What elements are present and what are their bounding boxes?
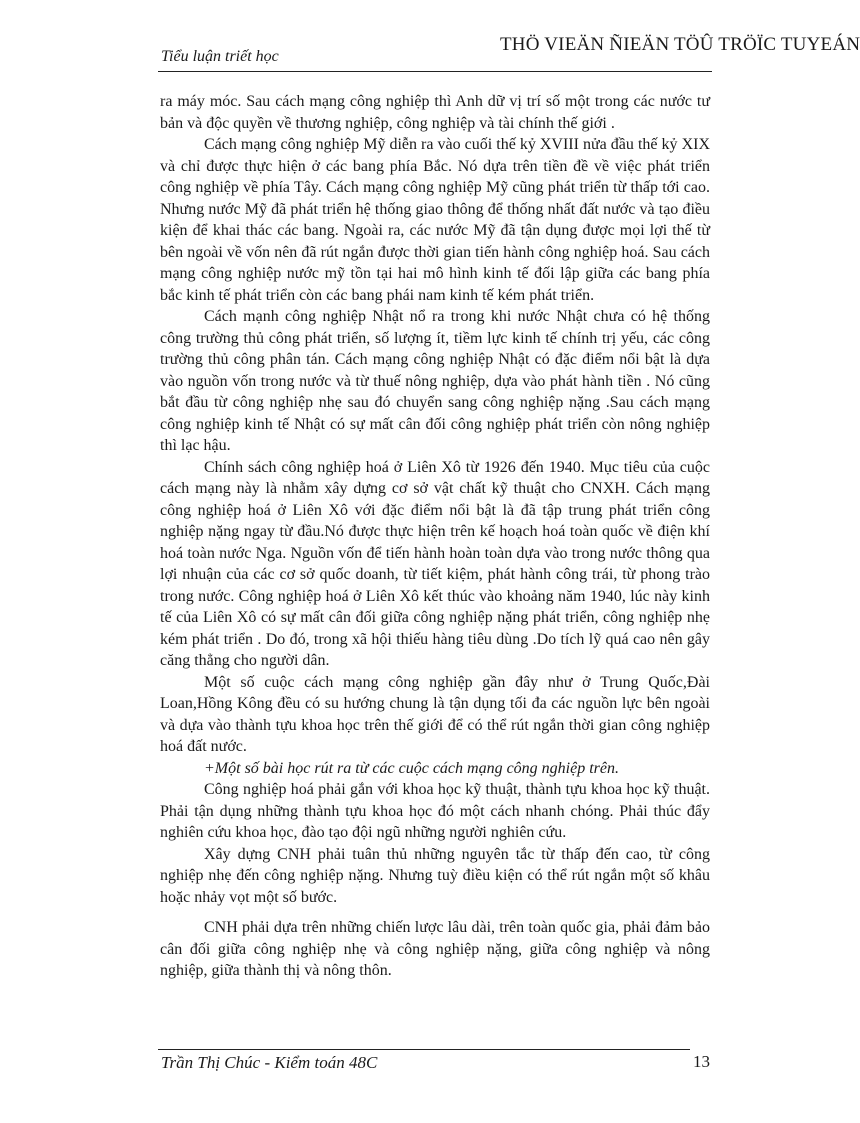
section-heading: +Một số bài học rút ra từ các cuộc cách mạng công nghiệp trên. [204,759,619,777]
paragraph: Một số cuộc cách mạng công nghiệp gần đây như ở Trung Quốc,Đài Loan,Hồng Kông đều có su hướng chung là tận dụng tối đa các nguồn lực bên ngoài và dựa vào thành tựu khoa học trên thế giới để có thể rút ngắn thời gian công nghiệp hoá đất nước. [160,673,710,755]
header-rule [158,71,712,72]
footer-author: Trần Thị Chúc - Kiểm toán 48C [161,1053,378,1072]
header-library-name: THÖ VIEÄN ÑIEÄN TÖÛ TRÖÏC TUYEÁN [500,34,860,55]
paragraph: Cách mạnh công nghiệp Nhật nổ ra trong khi nước Nhật chưa có hệ thống công trường thủ công phát triển, số lượng ít, tiềm lực kinh tế chính trị yếu, các công trường thủ công phân tán. Cách mạng công nghiệp Nhật có đặc điểm nổi bật là dựa vào nguồn vốn trong nước và từ thuế nông nghiệp, dựa vào phát hành tiền . Nó cũng bắt đầu từ công nghiệp nhẹ sau đó chuyển sang công nghiệp nặng .Sau cách mạng công nghiệp kinh tế Nhật có sự mất cân đối công nghiệp phát triển còn nông nghiệp thì lạc hậu. [160,308,710,454]
paragraph: Cách mạng công nghiệp Mỹ diễn ra vào cuối thế kỷ XVIII nửa đầu thế kỷ XIX và chỉ được thực hiện ở các bang phía Bắc. Nó dựa trên tiền đề về việc phát triển công nghiệp về phía Tây. Cách mạng công nghiệp Mỹ cũng phát triển từ thấp tới cao. Nhưng nước Mỹ đã phát triển hệ thống giao thông để thống nhất đất nước và tạo điều kiện để khai thác các bang. Ngoài ra, các nước Mỹ đã tận dụng được mọi lợi thế từ bên ngoài về vốn nên đã rút ngắn được thời gian tiến hành công nghiệp hoá. Sau cách mạng công nghiệp nước mỹ tồn tại hai mô hình kinh tế đối lập giữa các bang phía bắc kinh tế phát triển còn các bang phái nam kinh tế kém phát triển. [160,136,710,304]
footer-rule [158,1049,690,1050]
paragraph: Chính sách công nghiệp hoá ở Liên Xô từ 1926 đến 1940. Mục tiêu của cuộc cách mạng này là nhằm xây dựng cơ sở vật chất kỹ thuật cho CNXH. Cách mạng công nghiệp hoá ở Liên Xô với đặc điểm nổi bật là đã tập trung phát triển công nghiệp nặng ngay từ đầu.Nó được thực hiện trên kế hoạch hoá toàn quốc về điện khí hoá toàn nước Nga. Nguồn vốn để tiến hành hoàn toàn dựa vào trong nước thông qua lợi nhuận của các cơ sở quốc doanh, từ tiết kiệm, phát hành công trái, từ phong trào trong nước. Công nghiệp hoá ở Liên Xô kết thúc vào khoảng năm 1940, lúc này kinh tế của Liên Xô có sự mất cân đối giữa công nghiệp nặng phát triển, công nghiệp nhẹ kém phát triển . Do đó, trong xã hội thiếu hàng tiêu dùng .Do tích lỹ quá cao nên gây căng thẳng cho người dân. [160,458,710,669]
header-title: Tiểu luận triết học [161,48,279,65]
document-body [160,91,710,982]
paragraph: ra máy móc. Sau cách mạng công nghiệp thì Anh dữ vị trí số một trong các nước tư bản và độc quyền về thương nghiệp, công nghiệp và tài chính thế giới . [160,93,710,132]
paragraph: Xây dựng CNH phải tuân thủ những nguyên tắc từ thấp đến cao, từ công nghiệp nhẹ đến công nghiệp nặng. Nhưng tuỳ điều kiện có thể rút ngắn một số khâu hoặc nhảy vọt một số bước. [160,845,710,906]
page-number: 13 [693,1052,710,1071]
paragraph: Công nghiệp hoá phải gắn với khoa học kỹ thuật, thành tựu khoa học kỹ thuật. Phải tận dụng những thành tựu khoa học đó một cách nhanh chóng. Phải thúc đẩy nghiên cứu khoa học, đào tạo đội ngũ những người nghiên cứu. [160,781,710,841]
paragraph: CNH phải dựa trên những chiến lược lâu dài, trên toàn quốc gia, phải đảm bảo cân đối giữa công nghiệp nhẹ và công nghiệp nặng, giữa công nghiệp và nông nghiệp, giữa thành thị và nông thôn. [160,919,710,979]
